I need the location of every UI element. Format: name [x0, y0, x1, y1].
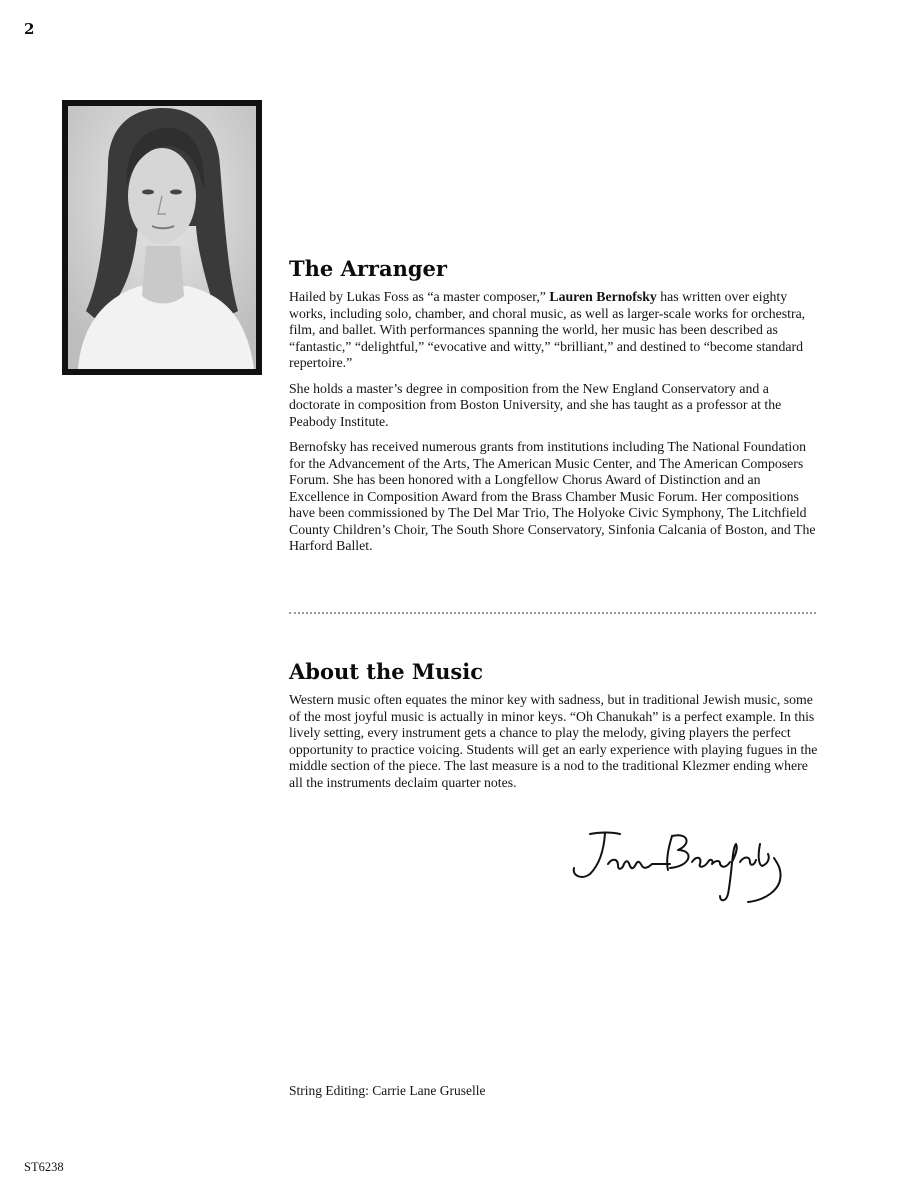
portrait-image	[68, 106, 256, 369]
arranger-paragraph-2: She holds a master’s degree in composition from the New England Conservatory and a doctorate in composition from Boston University, and she has taught as a professor at the Peabody Institute.	[289, 380, 782, 429]
music-heading: About the Music	[289, 659, 484, 684]
arranger-paragraph-1: Hailed by Lukas Foss as “a master composer,” Lauren Bernofsky has written over eighty works, including solo, chamber, and choral music, as well as larger-scale works for orchestra, film, and ballet. With performances spanning the world, her music has been described as “fantastic,” “delightful,” “evocative and witty,” “brilliant,” and destined to “become standard repertoire.”	[289, 289, 806, 370]
arranger-name: Lauren Bernofsky	[549, 289, 657, 304]
page-number: 2	[24, 20, 35, 38]
signature-image	[560, 824, 800, 914]
signature-text	[800, 824, 801, 825]
arranger-heading: The Arranger	[289, 256, 447, 281]
arranger-paragraph-3: Bernofsky has received numerous grants from institutions including The National Foundation for the Advancement of the Arts, The American Music Center, and The American Composers Forum. She has been honored with a Longfellow Chorus Award of Distinction and an Excellence in Composition Award from the Brass Chamber Music Forum. Her compositions have been commissioned by The Del Mar Trio, The Holyoke Civic Symphony, The Litchfield County Children’s Choir, The South Shore Conservatory, Sinfonia Calcania of Boston, and The Harford Ballet.	[289, 439, 816, 553]
music-paragraph-1: Western music often equates the minor key with sadness, but in traditional Jewish music, some of the most joyful music is actually in minor keys. “Oh Chanukah” is a perfect example. In this lively setting, every instrument gets a chance to play the melody, giving players the perfect opportunity to practice voicing. Students will get an early experience with playing fugues in the middle section of the piece. The last measure is a nod to the traditional Klezmer ending where all the instruments declaim quarter notes.	[289, 692, 818, 790]
music-description	[289, 692, 824, 800]
arranger-signature	[560, 824, 800, 914]
arranger-bio	[289, 289, 819, 564]
catalog-number: ST6238	[24, 1160, 64, 1174]
section-divider	[289, 612, 816, 614]
string-editing-credit: String Editing: Carrie Lane Gruselle	[289, 1083, 486, 1098]
arranger-portrait	[62, 100, 262, 375]
